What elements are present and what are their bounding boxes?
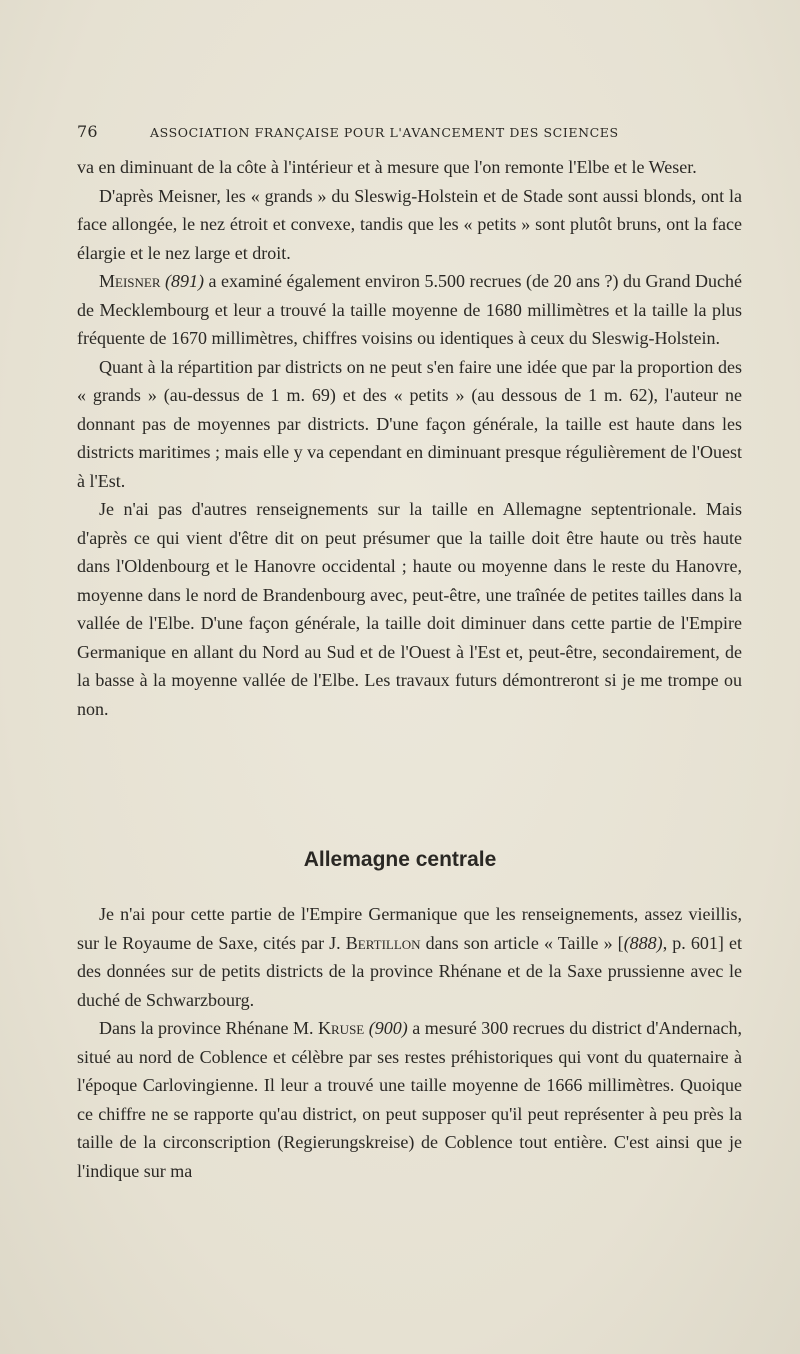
paragraph-text: Dans la province Rhénane M.	[99, 1018, 319, 1038]
page-number: 76	[77, 122, 98, 141]
paragraph	[77, 900, 742, 1014]
paragraph-text: , p. 601] et des données sur de petits districts de la province Rhénane et de la Saxe prussienne avec le duché de Schwarzbourg.	[77, 932, 742, 1010]
paragraph: D'après Meisner, les « grands » du Sleswig-Holstein et de Stade sont aussi blonds, ont la face allongée, le nez étroit et convexe, tandis que les « petits » sont plutôt bruns, ont la face élargie et le nez large et droit.	[77, 185, 742, 263]
author-name: Bertillon	[345, 932, 421, 953]
paragraph: Quant à la répartition par districts on ne peut s'en faire une idée que par la proportion des « grands » (au-dessus de 1 m. 69) et des « petits » (au dessous de 1 m. 62), l'auteur ne donnant pas de moyennes par districts. D'une façon générale, la taille est haute dans les districts maritimes ; mais elle y va cependant en diminuant presque régulièrement de l'Ouest à l'Est.	[77, 356, 742, 491]
paragraph-text: a mesuré 300 recrues du district d'Andernach, situé au nord de Coblence et célèbre par ses restes préhistoriques qui vont du quaternaire à l'époque Carlovingienne. Il leur a trouvé une taille moyenne de 1666 millimètres. Quoique ce chiffre ne se rapporte qu'au district, on peut supposer qu'il peut représenter à peu près la taille de la circonscription (Regierungskreise) de Coblence tout entière. C'est ainsi que je l'indique sur ma	[77, 1018, 742, 1181]
reference-number: (888)	[623, 932, 663, 953]
reference-number: (900)	[368, 1018, 408, 1038]
author-name: Meisner	[99, 271, 161, 291]
paragraph-text: Je n'ai pour cette partie de l'Empire Germanique que les renseignements, assez vieillis, sur le Royaume de Saxe, cités par J.	[77, 904, 742, 953]
reference-number: (891)	[165, 271, 205, 291]
paragraph: Je n'ai pas d'autres renseignements sur la taille en Allemagne septentrionale. Mais d'après ce qui vient d'être dit on peut présumer que la taille doit être haute ou très haute dans l'Oldenbourg et le Hanovre occidental ; haute ou moyenne dans le reste du Hanovre, moyenne dans le nord de Brandenbourg avec, peut-être, une traînée de petites tailles dans la vallée de l'Elbe. D'une façon générale, la taille doit diminuer dans cette partie de l'Empire Germanique en allant du Nord au Sud et de l'Ouest à l'Est et, peut-être, secondairement, de la basse à la moyenne vallée de l'Elbe. Les travaux futurs démontreront si je me trompe ou non.	[77, 499, 742, 719]
paragraph	[77, 267, 742, 353]
section-heading: Allemagne centrale	[303, 848, 497, 871]
body-text-top	[77, 153, 742, 723]
paragraph	[77, 1014, 742, 1185]
running-title: ASSOCIATION FRANÇAISE POUR L'AVANCEMENT DES SCIENCES	[150, 125, 619, 140]
author-name: Kruse	[318, 1018, 365, 1038]
paragraph-text: dans son article « Taille » [	[420, 932, 624, 953]
body-text-bottom	[77, 900, 742, 1185]
paragraph: va en diminuant de la côte à l'intérieur et à mesure que l'on remonte l'Elbe et le Weser.	[77, 157, 697, 177]
paragraph-text: a examiné également environ 5.500 recrues (de 20 ans ?) du Grand Duché de Mecklembourg et leur a trouvé la taille moyenne de 1680 millimètres et la taille la plus fréquente de 1670 millimètres, chiffres voisins ou identiques à ceux du Sleswig-Holstein.	[77, 271, 742, 348]
